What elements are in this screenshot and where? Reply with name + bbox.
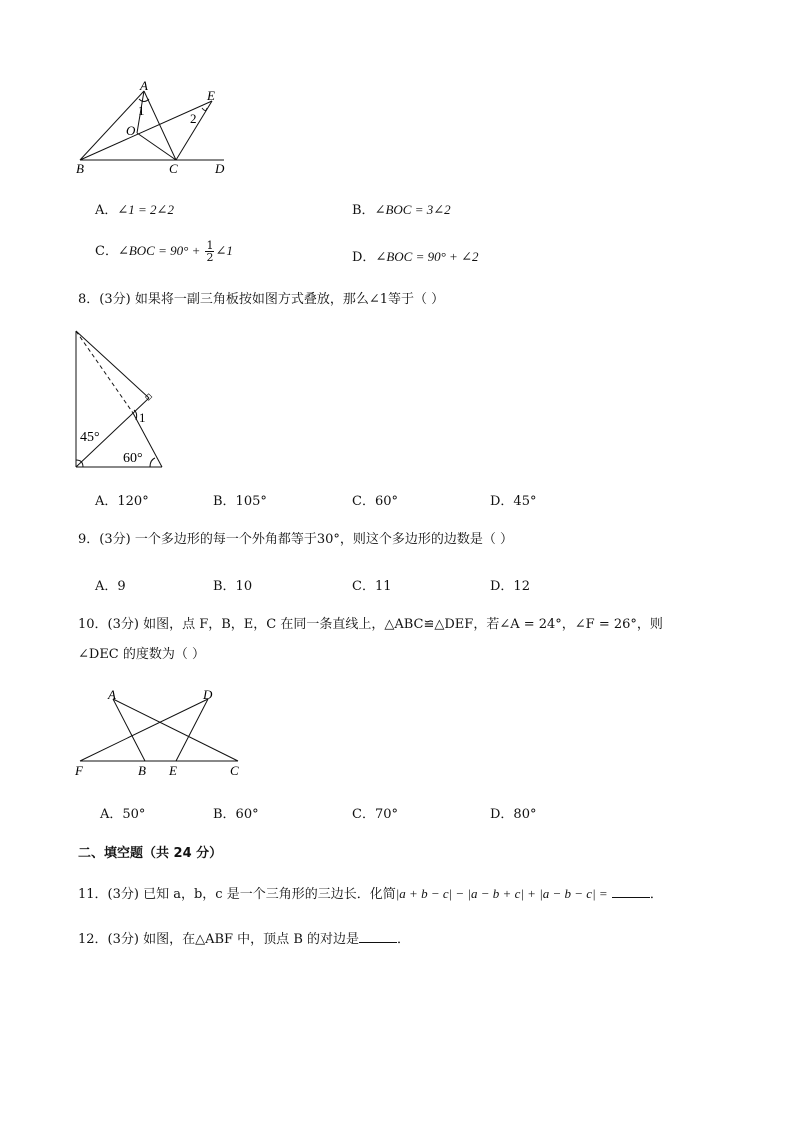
q8-option-a: A．120°: [95, 494, 149, 509]
option-letter: A．: [95, 203, 118, 218]
fig7-label-D: D: [215, 161, 225, 176]
fig10-label-C: C: [230, 763, 239, 778]
q11-question: [78, 885, 663, 904]
figure-q10: [70, 685, 250, 780]
fig7-label-E: E: [207, 88, 215, 103]
fig7-label-O: O: [126, 123, 136, 138]
fig10-label-F: F: [75, 763, 83, 778]
q10-question-line2: ∠DEC 的度数为（ ）: [78, 647, 206, 662]
q7-option-d: [352, 246, 478, 265]
q11-text: 11．(3分) 已知 a，b，c 是一个三角形的三边长．化简: [78, 887, 396, 902]
q11-expression: |a + b − c| − |a − b + c| + |a − b − c| =: [395, 886, 608, 901]
q12-text: 12．(3分) 如图，在△ABF 中，顶点 B 的对边是: [78, 932, 359, 947]
option-expr: ∠BOC = 90° + ∠2: [375, 249, 479, 264]
q10-option-b: B．60°: [213, 807, 259, 822]
option-expr-pre: ∠BOC = 90° +: [117, 243, 201, 258]
q12-period: ．: [397, 932, 411, 947]
q12-question: [78, 930, 410, 949]
q8-option-d: D．45°: [490, 494, 537, 509]
q8-option-c: C．60°: [352, 494, 398, 509]
fig8-label-45: 45°: [80, 430, 100, 445]
q9-option-d: D．12: [490, 579, 530, 594]
q9-option-b: B．10: [213, 579, 253, 594]
q7-option-b: [352, 199, 451, 218]
answer-blank: [359, 930, 397, 943]
option-letter: B．: [352, 203, 375, 218]
figure-q7: [70, 75, 240, 180]
q8-option-b: B．105°: [213, 494, 267, 509]
fig10-label-D: D: [203, 687, 213, 702]
q8-question: 8．(3分) 如果将一副三角板按如图方式叠放，那么∠1等于（ ）: [78, 292, 445, 307]
option-expr-post: ∠1: [215, 243, 233, 258]
answer-blank: [612, 885, 650, 898]
fig7-label-1: 1: [138, 103, 145, 118]
q10-option-c: C．70°: [352, 807, 398, 822]
fraction: [205, 240, 214, 263]
fig10-label-A: A: [108, 687, 116, 702]
q11-period: ．: [649, 887, 663, 902]
q9-question: 9．(3分) 一个多边形的每一个外角都等于30°，则这个多边形的边数是（ ）: [78, 532, 513, 547]
fig7-label-2: 2: [190, 111, 197, 126]
fraction-denominator: 2: [206, 251, 214, 264]
q7-option-c: [95, 240, 233, 263]
fig7-label-B: B: [76, 161, 84, 176]
fig8-label-1: 1: [139, 410, 146, 425]
q7-option-a: [95, 199, 174, 218]
option-letter: D．: [352, 250, 376, 265]
fig7-label-C: C: [169, 161, 178, 176]
option-expr: ∠1 = 2∠2: [117, 202, 174, 217]
fig10-label-B: B: [138, 763, 146, 778]
option-expr: ∠BOC = 3∠2: [374, 202, 451, 217]
fig8-label-60: 60°: [123, 451, 143, 466]
section-heading: 二、填空题（共 24 分）: [78, 846, 223, 861]
fraction-numerator: 1: [206, 239, 214, 252]
figure-q8: [70, 325, 170, 470]
q10-option-d: D．80°: [490, 807, 537, 822]
fig7-label-A: A: [140, 78, 148, 93]
fig10-label-E: E: [169, 763, 177, 778]
q10-option-a: A．50°: [100, 807, 146, 822]
q9-option-a: A．9: [95, 579, 126, 594]
option-letter: C．: [95, 244, 118, 259]
q10-question-line1: 10．(3分) 如图，点 F，B，E，C 在同一条直线上，△ABC≌△DEF，若∠A = 24°，∠F = 26°，则: [78, 617, 663, 632]
q9-option-c: C．11: [352, 579, 392, 594]
